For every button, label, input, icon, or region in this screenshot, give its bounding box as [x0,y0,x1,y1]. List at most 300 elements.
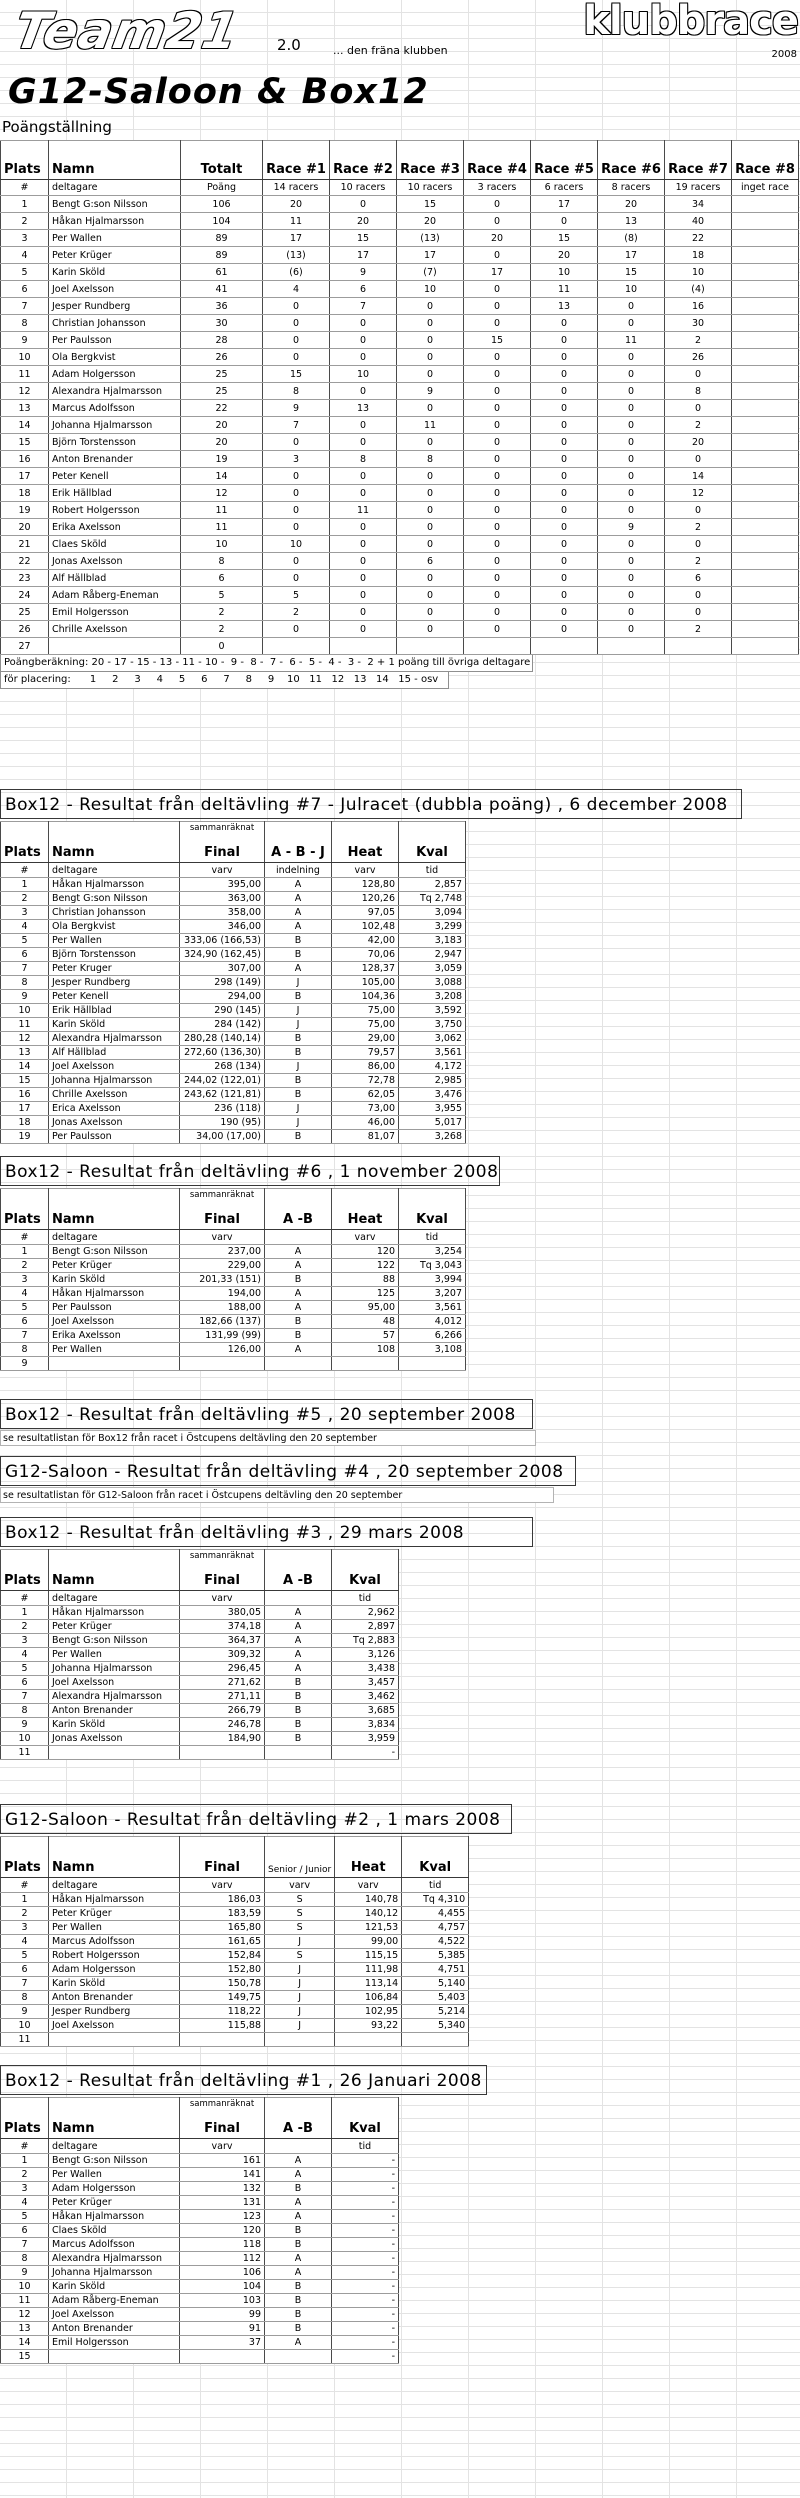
cell: Robert Holgersson [49,502,181,519]
table-row [1,1634,399,1648]
column-subheader: deltagare [49,2139,180,2154]
race-results-table [0,1549,399,1760]
cell: 104,36 [332,990,399,1004]
column-subheader: varv [180,1230,265,1245]
cell: 0 [464,366,531,383]
cell: 0 [330,587,397,604]
cell: Peter Krüger [49,2196,180,2210]
column-header: Race #7 [665,141,732,180]
cell: 14 [1,1060,49,1074]
cell: 15 [263,366,330,383]
cell: Joel Axelsson [49,1060,180,1074]
cell: 0 [263,332,330,349]
column-subheader: # [1,2139,49,2154]
cell: 0 [464,451,531,468]
cell [49,1357,180,1371]
cell: 10 [1,1732,49,1746]
table-row [1,264,799,281]
cell [732,519,799,536]
cell: B [265,1130,332,1144]
cell: 8 [263,383,330,400]
table-row [1,2308,399,2322]
cell: 122 [332,1259,399,1273]
cell: A [265,1634,332,1648]
cell [732,417,799,434]
cell: 25 [181,366,263,383]
cell: J [265,1004,332,1018]
cell: Karin Sköld [49,1018,180,1032]
section-note: se resultatlistan för Box12 från racet i Östcupens deltävling den 20 september [0,1430,536,1446]
cell: A [265,1259,332,1273]
cell: 28 [181,332,263,349]
cell: 3,438 [332,1662,399,1676]
column-subheader: varv [335,1878,402,1893]
cell: 11 [531,281,598,298]
cell: 280,28 (140,14) [180,1032,265,1046]
cell: Alexandra Hjalmarsson [49,1690,180,1704]
column-subheader: # [1,1230,49,1245]
cell: 4 [1,1287,49,1301]
table-row [1,1357,466,1371]
table-row [1,604,799,621]
cell: 11 [181,502,263,519]
cell: 12 [1,383,49,400]
cell: 10 [531,264,598,281]
cell: 2 [665,332,732,349]
cell: 97,05 [332,906,399,920]
cell: 2 [665,417,732,434]
cell: 0 [464,247,531,264]
table-row [1,1060,466,1074]
column-header: sammanräknat Final [180,822,265,863]
column-header: Race #2 [330,141,397,180]
cell: 0 [598,451,665,468]
cell: 0 [665,587,732,604]
cell: 236 (118) [180,1102,265,1116]
cell: 161 [180,2154,265,2168]
cell: 0 [531,604,598,621]
column-subheader: deltagare [49,863,180,878]
cell: 0 [531,502,598,519]
cell: J [265,2019,335,2033]
cell: - [332,2308,399,2322]
cell: 108 [332,1343,399,1357]
cell: 11 [1,2294,49,2308]
cell: 4 [1,920,49,934]
cell: 14 [665,468,732,485]
cell [732,536,799,553]
cell: 3,094 [399,906,466,920]
cell: S [265,1949,335,1963]
standings-section [0,140,800,655]
cell: S [265,1907,335,1921]
cell: 0 [397,587,464,604]
cell: S [265,1921,335,1935]
column-over-label: sammanräknat [189,823,255,833]
cell: 3,955 [399,1102,466,1116]
cell: 29,00 [332,1032,399,1046]
table-row [1,213,799,230]
cell: Erika Axelsson [49,519,181,536]
table-row [1,2033,469,2047]
column-subheader: varv [265,1878,335,1893]
cell: B [265,2322,332,2336]
column-header: Kval [332,2098,399,2139]
cell: B [265,1273,332,1287]
cell: A [265,2252,332,2266]
table-row [1,1018,466,1032]
cell: 333,06 (166,53) [180,934,265,948]
cell: 3,750 [399,1018,466,1032]
cell: 11 [263,213,330,230]
cell: 89 [181,247,263,264]
cell: 34 [665,196,732,213]
cell: 5 [1,1949,49,1963]
column-header: Kval [399,822,466,863]
cell: 0 [598,621,665,638]
cell: 25 [181,383,263,400]
cell: 113,14 [335,1977,402,1991]
cell: 141 [180,2168,265,2182]
cell: 4,172 [399,1060,466,1074]
cell: 11 [1,366,49,383]
cell: 34,00 (17,00) [180,1130,265,1144]
cell: 2 [665,553,732,570]
cell: Erik Hällblad [49,485,181,502]
cell: Claes Sköld [49,536,181,553]
cell: 0 [263,434,330,451]
cell: 30 [665,315,732,332]
cell: 0 [464,485,531,502]
cell: B [265,1732,332,1746]
cell: Per Paulsson [49,1130,180,1144]
scoring-note: Poängberäkning: 20 - 17 - 15 - 13 - 11 - 10 - 9 - 8 - 7 - 6 - 5 - 4 - 3 - 2 + 1 poäng till övriga deltagare [0,655,533,672]
cell: 5,385 [402,1949,469,1963]
table-row [1,1977,469,1991]
table-row [1,990,466,1004]
cell: Björn Torstensson [49,948,180,962]
table-row [1,281,799,298]
cell: 13 [598,213,665,230]
cell: Peter Krüger [49,1620,180,1634]
cell: 0 [665,366,732,383]
cell [399,1357,466,1371]
cell: 0 [531,468,598,485]
cell: B [265,1088,332,1102]
cell: 2 [1,213,49,230]
cell: Erik Hällblad [49,1004,180,1018]
cell: Alexandra Hjalmarsson [49,383,181,400]
column-subheader [265,2139,332,2154]
cell: B [265,1718,332,1732]
cell: 6 [181,570,263,587]
cell: 324,90 (162,45) [180,948,265,962]
column-header: Plats [1,1189,49,1230]
cell: 0 [531,315,598,332]
cell: 13 [531,298,598,315]
cell: 309,32 [180,1648,265,1662]
cell: 12 [181,485,263,502]
cell: 183,59 [180,1907,265,1921]
cell: 17 [263,230,330,247]
cell: 10 [665,264,732,281]
cell [732,264,799,281]
cell: Håkan Hjalmarsson [49,1893,180,1907]
cell: 0 [330,604,397,621]
section-title: Box12 - Resultat från deltävling #7 - Julracet (dubbla poäng) , 6 december 2008 [0,789,742,819]
cell: 1 [1,1893,49,1907]
cell: 19 [181,451,263,468]
cell: 8 [181,553,263,570]
cell: Karin Sköld [49,1977,180,1991]
cell: B [265,2238,332,2252]
cell: 0 [397,315,464,332]
cell: 0 [464,281,531,298]
cell: 8 [1,976,49,990]
cell: 2 [181,621,263,638]
cell: 7 [330,298,397,315]
table-row [1,1935,469,1949]
cell: 0 [397,349,464,366]
column-header: sammanräknat Final [180,2098,265,2139]
cell: 20 [397,213,464,230]
cell: 5,214 [402,2005,469,2019]
cell: 7 [1,1329,49,1343]
race-section-race1 [0,2065,800,2364]
cell: 150,78 [180,1977,265,1991]
cell: 13 [1,2322,49,2336]
cell: 374,18 [180,1620,265,1634]
cell: 7 [1,1977,49,1991]
cell: 4,522 [402,1935,469,1949]
cell: 6 [1,2224,49,2238]
cell: Emil Holgersson [49,2336,180,2350]
cell: 30 [181,315,263,332]
cell: 13 [1,400,49,417]
table-row [1,1704,399,1718]
cell: 42,00 [332,934,399,948]
cell: 10 [181,536,263,553]
column-subheader: deltagare [49,1230,180,1245]
cell: 0 [531,417,598,434]
cell: Christian Johansson [49,906,180,920]
cell: 0 [330,434,397,451]
table-row [1,332,799,349]
cell: 296,45 [180,1662,265,1676]
cell: 0 [330,349,397,366]
column-header: Plats [1,1837,49,1878]
cell: 0 [531,587,598,604]
cell: 0 [598,570,665,587]
column-over-label: sammanräknat [189,1551,255,1561]
cell: Peter Kenell [49,468,181,485]
cell: 2 [1,2168,49,2182]
cell: 14 [1,417,49,434]
table-row [1,1718,399,1732]
table-row [1,298,799,315]
cell [335,2033,402,2047]
cell: 15 [1,434,49,451]
cell: 20 [531,247,598,264]
column-header: Totalt [181,141,263,180]
cell: 3,059 [399,962,466,976]
race-section-race4 [0,1456,800,1503]
cell: 3,299 [399,920,466,934]
cell: Håkan Hjalmarsson [49,1287,180,1301]
cell: 10 [397,281,464,298]
cell: 1 [1,1245,49,1259]
cell: A [265,892,332,906]
cell: 104 [180,2280,265,2294]
cell: Joel Axelsson [49,2019,180,2033]
race-section-race2 [0,1804,800,2047]
cell: Per Wallen [49,2168,180,2182]
cell: 0 [598,383,665,400]
cell: 0 [531,366,598,383]
table-row [1,1301,466,1315]
cell [732,298,799,315]
cell: 237,00 [180,1245,265,1259]
race-results-table [0,1188,466,1371]
table-row [1,1921,469,1935]
table-row [1,230,799,247]
cell: 118 [180,2238,265,2252]
cell: 5 [1,1301,49,1315]
cell: B [265,990,332,1004]
year-label: 2008 [771,49,797,60]
cell: 3,561 [399,1301,466,1315]
cell: 99 [180,2308,265,2322]
cell: 7 [1,1690,49,1704]
column-header: Heat [335,1837,402,1878]
cell [732,638,799,655]
cell: 0 [531,519,598,536]
cell: 0 [464,417,531,434]
cell: Johanna Hjalmarsson [49,1662,180,1676]
cell: 5 [1,2210,49,2224]
table-row [1,519,799,536]
cell [732,332,799,349]
cell: 120 [180,2224,265,2238]
column-header: Namn [49,822,180,863]
table-row [1,892,466,906]
klubbrace-logo: klubbrace [583,0,798,44]
cell: 0 [330,519,397,536]
table-row [1,451,799,468]
cell: A [265,2210,332,2224]
cell [732,451,799,468]
cell: 11 [598,332,665,349]
cell: Karin Sköld [49,2280,180,2294]
cell: 4,751 [402,1963,469,1977]
race-results-table [0,2097,399,2364]
cell: 8 [1,315,49,332]
cell: 271,11 [180,1690,265,1704]
table-row [1,1893,469,1907]
table-row [1,1620,399,1634]
cell: 0 [598,315,665,332]
cell: 0 [531,553,598,570]
table-row [1,468,799,485]
column-header: Kval [402,1837,469,1878]
cell: 0 [598,468,665,485]
cell: 0 [464,587,531,604]
cell: 4 [263,281,330,298]
cell: 395,00 [180,878,265,892]
cell: 6 [1,1963,49,1977]
cell [180,2033,265,2047]
cell: Johanna Hjalmarsson [49,2266,180,2280]
column-subheader: varv [180,2139,265,2154]
cell [49,1746,180,1760]
cell: 0 [397,468,464,485]
cell: 0 [665,400,732,417]
cell: 182,66 (137) [180,1315,265,1329]
cell: Håkan Hjalmarsson [49,878,180,892]
section-title: Box12 - Resultat från deltävling #6 , 1 november 2008 [0,1156,500,1186]
cell: 126,00 [180,1343,265,1357]
table-row [1,383,799,400]
cell: Anton Brenander [49,2322,180,2336]
cell [49,638,181,655]
table-row [1,1676,399,1690]
table-row [1,315,799,332]
column-subheader: deltagare [49,1878,180,1893]
cell: 75,00 [332,1004,399,1018]
cell: 9 [263,400,330,417]
cell: 298 (149) [180,976,265,990]
cell [265,2350,332,2364]
cell: 0 [263,621,330,638]
cell: 3,268 [399,1130,466,1144]
cell: Tq 3,043 [399,1259,466,1273]
cell: 0 [330,468,397,485]
cell: 15 [1,1074,49,1088]
table-row [1,1004,466,1018]
table-row [1,906,466,920]
cell: 5 [1,1662,49,1676]
cell: A [265,1648,332,1662]
cell: 3,994 [399,1273,466,1287]
cell: Claes Sköld [49,2224,180,2238]
cell: - [332,2154,399,2168]
table-row [1,2005,469,2019]
cell: - [332,1746,399,1760]
cell: 0 [598,417,665,434]
table-row [1,976,466,990]
table-row [1,1102,466,1116]
cell: Peter Kenell [49,990,180,1004]
cell: 186,03 [180,1893,265,1907]
table-row [1,247,799,264]
cell: Peter Krüger [49,1907,180,1921]
table-row [1,1732,399,1746]
cell: Ola Bergkvist [49,920,180,934]
cell [732,383,799,400]
placing-note: för placering: 1 2 3 4 5 6 7 8 9 10 11 12 13 14 15 - osv [0,672,449,689]
cell: 229,00 [180,1259,265,1273]
cell: 20 [464,230,531,247]
cell: A [265,1245,332,1259]
cell: 6 [665,570,732,587]
cell: 26 [181,349,263,366]
standings-label: Poängställning [2,118,112,136]
table-row [1,434,799,451]
cell [265,1357,332,1371]
cell: 266,79 [180,1704,265,1718]
cell: 140,78 [335,1893,402,1907]
table-row [1,196,799,213]
